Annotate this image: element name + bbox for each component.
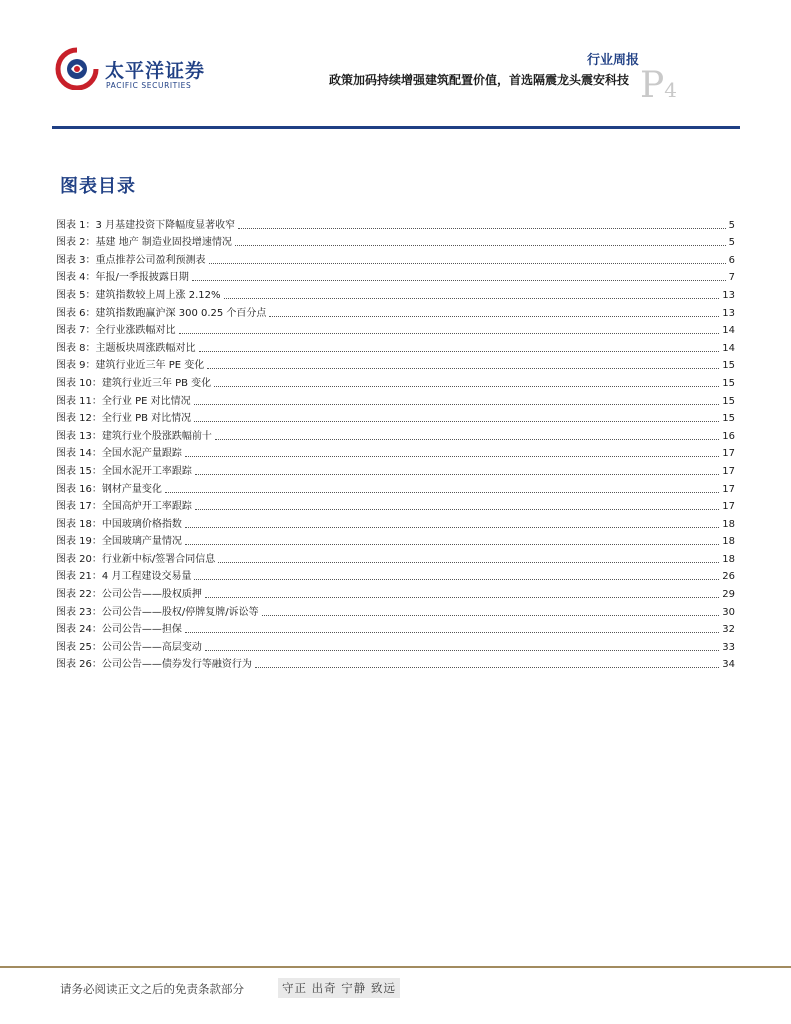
toc-entry[interactable] [56, 619, 735, 637]
footer-divider [0, 966, 791, 968]
toc-entry[interactable] [56, 267, 735, 285]
toc-entry[interactable] [56, 496, 735, 514]
toc-heading: 图表目录 [60, 176, 136, 197]
toc-entry-label[interactable]: 图表 16：钢材产量变化 [56, 483, 162, 495]
toc-entry[interactable] [56, 460, 735, 478]
toc-dot-leader [195, 509, 719, 510]
page-letter: P [640, 65, 665, 106]
toc-entry-page[interactable]: 14 [722, 342, 735, 354]
toc-entry-label[interactable]: 图表 3：重点推荐公司盈利预测表 [56, 254, 206, 266]
toc-entry-label[interactable]: 图表 9：建筑行业近三年 PE 变化 [56, 360, 205, 372]
toc-dot-leader [262, 615, 720, 616]
toc-entry-label[interactable]: 图表 19：全国玻璃产量情况 [56, 536, 182, 548]
toc-entry-page[interactable]: 26 [722, 571, 735, 583]
toc-entry-page[interactable]: 15 [722, 360, 735, 372]
toc-entry-page[interactable]: 17 [722, 483, 735, 495]
toc-entry-page[interactable]: 17 [722, 448, 735, 460]
toc-entry-label[interactable]: 图表 17：全国高炉开工率跟踪 [56, 501, 192, 513]
report-category: 行业周报 [586, 53, 639, 68]
toc-dot-leader [185, 544, 719, 545]
toc-entry-label[interactable]: 图表 12：全行业 PB 对比情况 [56, 413, 192, 425]
toc-entry-page[interactable]: 18 [722, 536, 735, 548]
toc-entry[interactable] [56, 390, 735, 408]
toc-entry[interactable] [56, 372, 735, 390]
toc-dot-leader [218, 562, 719, 563]
toc-entry-page[interactable]: 29 [722, 589, 735, 601]
toc-entry-label[interactable]: 图表 24：公司公告——担保 [56, 624, 182, 636]
toc-entry-page[interactable]: 15 [722, 413, 735, 425]
toc-entry-label[interactable]: 图表 5：建筑指数较上周上涨 2.12% [56, 289, 221, 301]
toc-entry-label[interactable]: 图表 26：公司公告——债券发行等融资行为 [56, 659, 252, 671]
toc-entry-page[interactable]: 17 [722, 501, 735, 513]
toc-entry-label[interactable]: 图表 22：公司公告——股权质押 [56, 589, 202, 601]
toc-entry[interactable] [56, 601, 735, 619]
toc-dot-leader [179, 333, 720, 334]
toc-entry-page[interactable]: 33 [722, 641, 735, 653]
toc-entry-page[interactable]: 32 [722, 624, 735, 636]
logo-name-cn: 太平洋证券 [105, 60, 206, 82]
toc-entry-label[interactable]: 图表 10：建筑行业近三年 PB 变化 [56, 377, 212, 389]
toc-dot-leader [194, 579, 719, 580]
toc-entry-page[interactable]: 13 [722, 289, 735, 301]
toc-dot-leader [185, 456, 719, 457]
toc-entry-label[interactable]: 图表 6：建筑指数跑赢沪深 300 0.25 个百分点 [56, 307, 267, 319]
toc-dot-leader [165, 492, 719, 493]
toc-entry-label[interactable]: 图表 7：全行业涨跌幅对比 [56, 325, 176, 337]
toc-dot-leader [205, 650, 719, 651]
pacific-securities-logo-icon [55, 46, 99, 90]
toc-entry-page[interactable]: 15 [722, 395, 735, 407]
toc-entry-label[interactable]: 图表 23：公司公告——股权/停牌复牌/诉讼等 [56, 606, 259, 618]
toc-entry-label[interactable]: 图表 25：公司公告——高层变动 [56, 641, 202, 653]
header-divider [52, 126, 740, 129]
toc-dot-leader [205, 597, 719, 598]
toc-dot-leader [194, 404, 720, 405]
footer-motto: 守正 出奇 宁静 致远 [278, 978, 400, 998]
table-of-figures [56, 214, 735, 671]
toc-entry[interactable] [56, 443, 735, 461]
toc-dot-leader [194, 421, 719, 422]
toc-entry-label[interactable]: 图表 14：全国水泥产量跟踪 [56, 448, 182, 460]
toc-entry-label[interactable]: 图表 1：3 月基建投资下降幅度显著收窄 [56, 219, 236, 231]
toc-entry[interactable] [56, 531, 735, 549]
toc-dot-leader [235, 245, 726, 246]
toc-entry[interactable] [56, 355, 735, 373]
toc-dot-leader [207, 368, 719, 369]
toc-entry-label[interactable]: 图表 11：全行业 PE 对比情况 [56, 395, 191, 407]
toc-entry[interactable] [56, 337, 735, 355]
toc-entry[interactable] [56, 249, 735, 267]
toc-entry[interactable] [56, 566, 735, 584]
toc-entry-page[interactable]: 18 [722, 553, 735, 565]
company-logo [55, 46, 225, 96]
toc-entry-page[interactable]: 16 [722, 430, 735, 442]
toc-entry[interactable] [56, 425, 735, 443]
logo-name-en: PACIFIC SECURITIES [106, 81, 192, 90]
toc-entry-page[interactable]: 18 [722, 518, 735, 530]
report-title: 政策加码持续增强建筑配置价值，首选隔震龙头震安科技 [328, 73, 629, 87]
toc-entry[interactable] [56, 214, 735, 232]
toc-entry-label[interactable]: 图表 18：中国玻璃价格指数 [56, 518, 182, 530]
toc-dot-leader [224, 298, 720, 299]
toc-dot-leader [238, 228, 726, 229]
toc-dot-leader [185, 632, 719, 633]
toc-entry-label[interactable]: 图表 2：基建 地产 制造业固投增速情况 [56, 237, 232, 249]
page-marker [640, 65, 677, 106]
toc-entry-label[interactable]: 图表 15：全国水泥开工率跟踪 [56, 465, 192, 477]
toc-entry[interactable] [56, 583, 735, 601]
toc-entry[interactable] [56, 284, 735, 302]
toc-entry[interactable] [56, 654, 735, 672]
toc-entry[interactable] [56, 478, 735, 496]
toc-entry[interactable] [56, 636, 735, 654]
toc-entry-page[interactable]: 15 [722, 377, 735, 389]
toc-dot-leader [192, 280, 726, 281]
toc-entry-page[interactable]: 6 [728, 254, 735, 266]
toc-entry-page[interactable]: 30 [722, 606, 735, 618]
footer-disclaimer: 请务必阅读正文之后的免责条款部分 [60, 982, 244, 996]
toc-entry-page[interactable]: 13 [722, 307, 735, 319]
toc-entry[interactable] [56, 232, 735, 250]
toc-entry-page[interactable]: 17 [722, 465, 735, 477]
toc-dot-leader [215, 439, 719, 440]
toc-entry[interactable] [56, 320, 735, 338]
toc-entry[interactable] [56, 302, 735, 320]
toc-dot-leader [255, 667, 719, 668]
toc-dot-leader [199, 351, 720, 352]
toc-dot-leader [269, 316, 719, 317]
toc-dot-leader [214, 386, 719, 387]
toc-entry-label[interactable]: 图表 20：行业新中标/签署合同信息 [56, 553, 216, 565]
toc-entry-label[interactable]: 图表 4：年报/一季报披露日期 [56, 272, 189, 284]
toc-entry[interactable] [56, 408, 735, 426]
toc-entry-page[interactable]: 14 [722, 325, 735, 337]
toc-entry[interactable] [56, 513, 735, 531]
toc-entry-label[interactable]: 图表 13：建筑行业个股涨跌幅前十 [56, 430, 212, 442]
toc-entry-label[interactable]: 图表 21：4 月工程建设交易量 [56, 571, 192, 583]
toc-entry-label[interactable]: 图表 8：主题板块周涨跌幅对比 [56, 342, 196, 354]
toc-entry-page[interactable]: 5 [728, 237, 735, 249]
toc-entry-page[interactable]: 7 [728, 272, 735, 284]
toc-dot-leader [195, 474, 719, 475]
toc-dot-leader [185, 527, 719, 528]
page-number: 4 [664, 78, 677, 102]
toc-entry-page[interactable]: 34 [722, 659, 735, 671]
toc-entry[interactable] [56, 548, 735, 566]
toc-entry-page[interactable]: 5 [728, 219, 735, 231]
toc-dot-leader [209, 263, 726, 264]
